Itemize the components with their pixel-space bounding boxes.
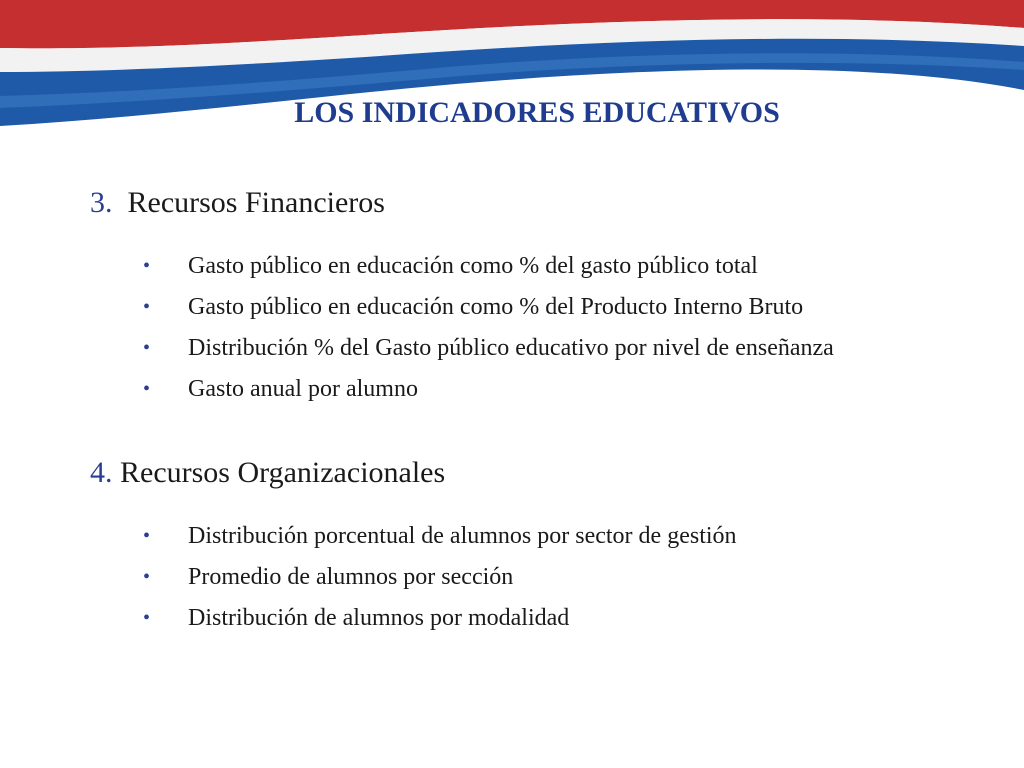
list-item-text: Distribución porcentual de alumnos por sector de gestión bbox=[188, 523, 737, 549]
bullet-list bbox=[90, 516, 990, 639]
bullet-dot-icon: • bbox=[143, 566, 151, 588]
list-item-text: Gasto público en educación como % del Producto Interno Bruto bbox=[188, 294, 804, 320]
section-number: 4. bbox=[90, 456, 113, 489]
bullet-dot-icon: • bbox=[143, 378, 151, 400]
section-recursos-financieros bbox=[90, 183, 990, 410]
bullet-dot-icon: • bbox=[143, 255, 151, 277]
bullet-dot-icon: • bbox=[143, 525, 151, 547]
bullet-dot-icon: • bbox=[143, 296, 151, 318]
list-item-text: Gasto anual por alumno bbox=[188, 376, 418, 402]
list-item-text: Distribución % del Gasto público educativo por nivel de enseñanza bbox=[188, 335, 834, 361]
list-item bbox=[90, 516, 990, 557]
section-heading-label: Recursos Organizacionales bbox=[120, 456, 446, 489]
list-item bbox=[90, 369, 990, 410]
section-heading-label: Recursos Financieros bbox=[127, 186, 385, 219]
list-item bbox=[90, 557, 990, 598]
section-number: 3. bbox=[90, 186, 113, 219]
list-item bbox=[90, 246, 990, 287]
list-item-text: Distribución de alumnos por modalidad bbox=[188, 605, 570, 631]
slide-title: LOS INDICADORES EDUCATIVOS bbox=[294, 96, 780, 129]
list-item bbox=[90, 328, 990, 369]
section-heading bbox=[90, 453, 990, 493]
bullet-list bbox=[90, 246, 990, 410]
bullet-dot-icon: • bbox=[143, 607, 151, 629]
section-heading bbox=[90, 183, 990, 223]
bullet-dot-icon: • bbox=[143, 337, 151, 359]
list-item-text: Gasto público en educación como % del gasto público total bbox=[188, 253, 758, 279]
list-item bbox=[90, 287, 990, 328]
list-item-text: Promedio de alumnos por sección bbox=[188, 564, 514, 590]
list-item bbox=[90, 598, 990, 639]
section-recursos-organizacionales bbox=[90, 453, 990, 639]
